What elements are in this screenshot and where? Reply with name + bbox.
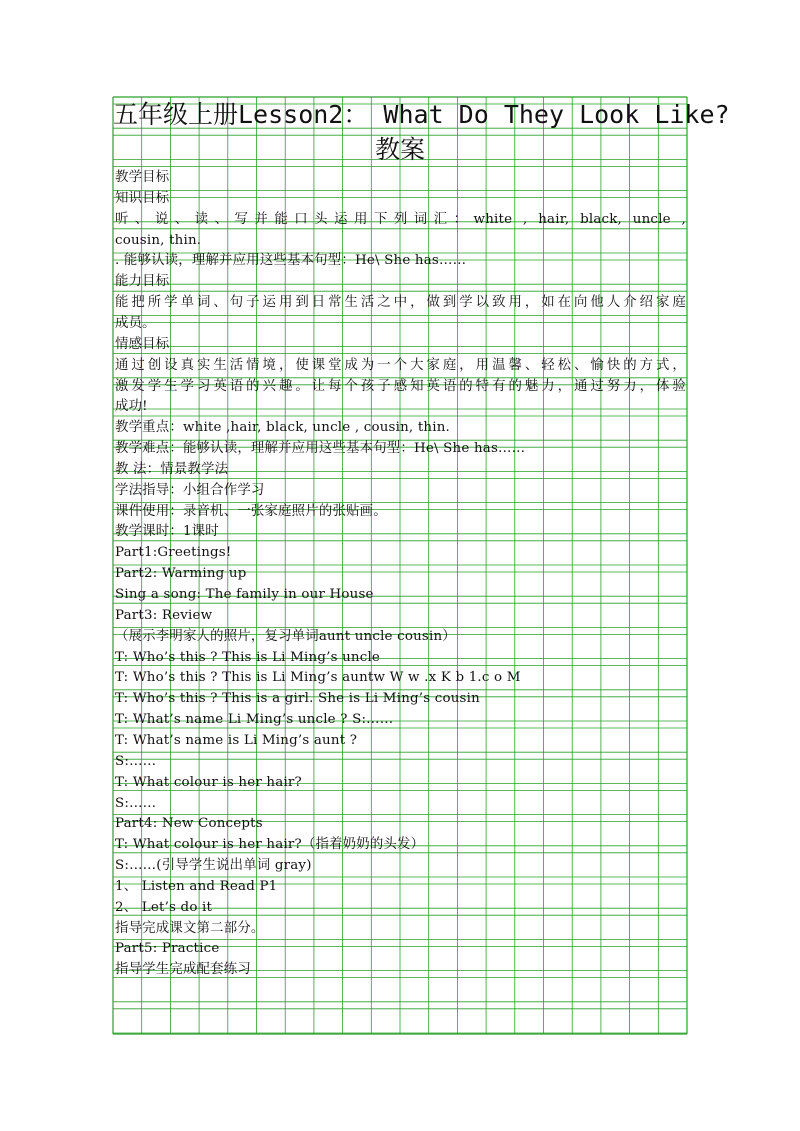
- text-line: T: What’s name Li Ming’s uncle ? S:……: [115, 712, 394, 728]
- text-line: 通过创设真实生活情境，使课堂成为一个大家庭，用温馨、轻松、愉快的方式，: [115, 357, 686, 373]
- text-line: Part1:Greetings!: [115, 545, 232, 561]
- document-title-subtitle: 教案: [374, 135, 425, 164]
- text-line: 教学难点：能够认读，理解并应用这些基本句型：He\ She has……: [115, 441, 526, 457]
- text-line: 指导学生完成配套练习: [115, 962, 251, 978]
- text-line: 能把所学单词、句子运用到日常生活之中，做到学以致用，如在向他人介绍家庭: [115, 295, 686, 311]
- text-line: S:……: [115, 795, 157, 811]
- text-line: 知识目标: [115, 190, 170, 206]
- text-line: 教学课时：1课时: [115, 524, 219, 540]
- text-line: T: Who’s this ? This is a girl. She is Li Ming’s cousin: [115, 691, 480, 707]
- text-line: 教学重点：white ,hair, black, uncle , cousin, thin.: [115, 420, 451, 436]
- text-line: Part2: Warming up: [115, 566, 247, 582]
- text-line: T: Who’s this ? This is Li Ming’s auntw W w .x K b 1.c o M: [115, 670, 521, 686]
- text-line: 指导完成课文第二部分。: [115, 920, 265, 936]
- text-line: 成功!: [115, 399, 148, 415]
- text-line: T: Who’s this ? This is Li Ming’s uncle: [115, 649, 381, 665]
- document-title: 五年级上册Lesson2： What Do They Look Like?: [113, 100, 730, 129]
- text-line: S:……: [115, 753, 157, 769]
- text-line: 教学目标: [115, 170, 170, 185]
- text-line: Part4: New Concepts: [115, 816, 263, 832]
- text-line: 能力目标: [115, 274, 170, 290]
- text-line: T: What colour is her hair?: [115, 774, 302, 790]
- text-line: 2、 Let’s do it: [115, 899, 213, 915]
- text-line: 情感目标: [115, 336, 170, 352]
- text-line: 教 法：情景教学法: [115, 461, 229, 477]
- text-line: 成员。: [115, 315, 156, 331]
- text-line: T: What colour is her hair?（指着奶奶的头发）: [115, 837, 425, 853]
- text-line: 学法指导：小组合作学习: [115, 482, 265, 498]
- text-line: 课件使用：录音机、一张家庭照片的张贴画。: [115, 503, 387, 519]
- text-line: Sing a song: The family in our House: [115, 587, 374, 602]
- text-line: T: What’s name is Li Ming’s aunt ?: [115, 732, 358, 748]
- text-line: 激发学生学习英语的兴趣。让每个孩子感知英语的特有的魅力，通过努力，体验: [115, 378, 686, 394]
- text-line: 1、 Listen and Read P1: [115, 878, 278, 894]
- text-line: Part3: Review: [115, 607, 213, 623]
- text-line: Part5: Practice: [115, 941, 220, 957]
- text-line: . 能够认读，理解并应用这些基本句型：He\ She has……: [115, 253, 467, 269]
- text-line: （展示李明家人的照片，复习单词aunt uncle cousin）: [115, 628, 456, 644]
- text-line: S:……(引导学生说出单词 gray): [115, 858, 312, 874]
- text-line: 听、说、读、写并能口头运用下列词汇：white , hair, black, uncle ,: [115, 211, 686, 227]
- text-line: cousin, thin.: [115, 232, 202, 248]
